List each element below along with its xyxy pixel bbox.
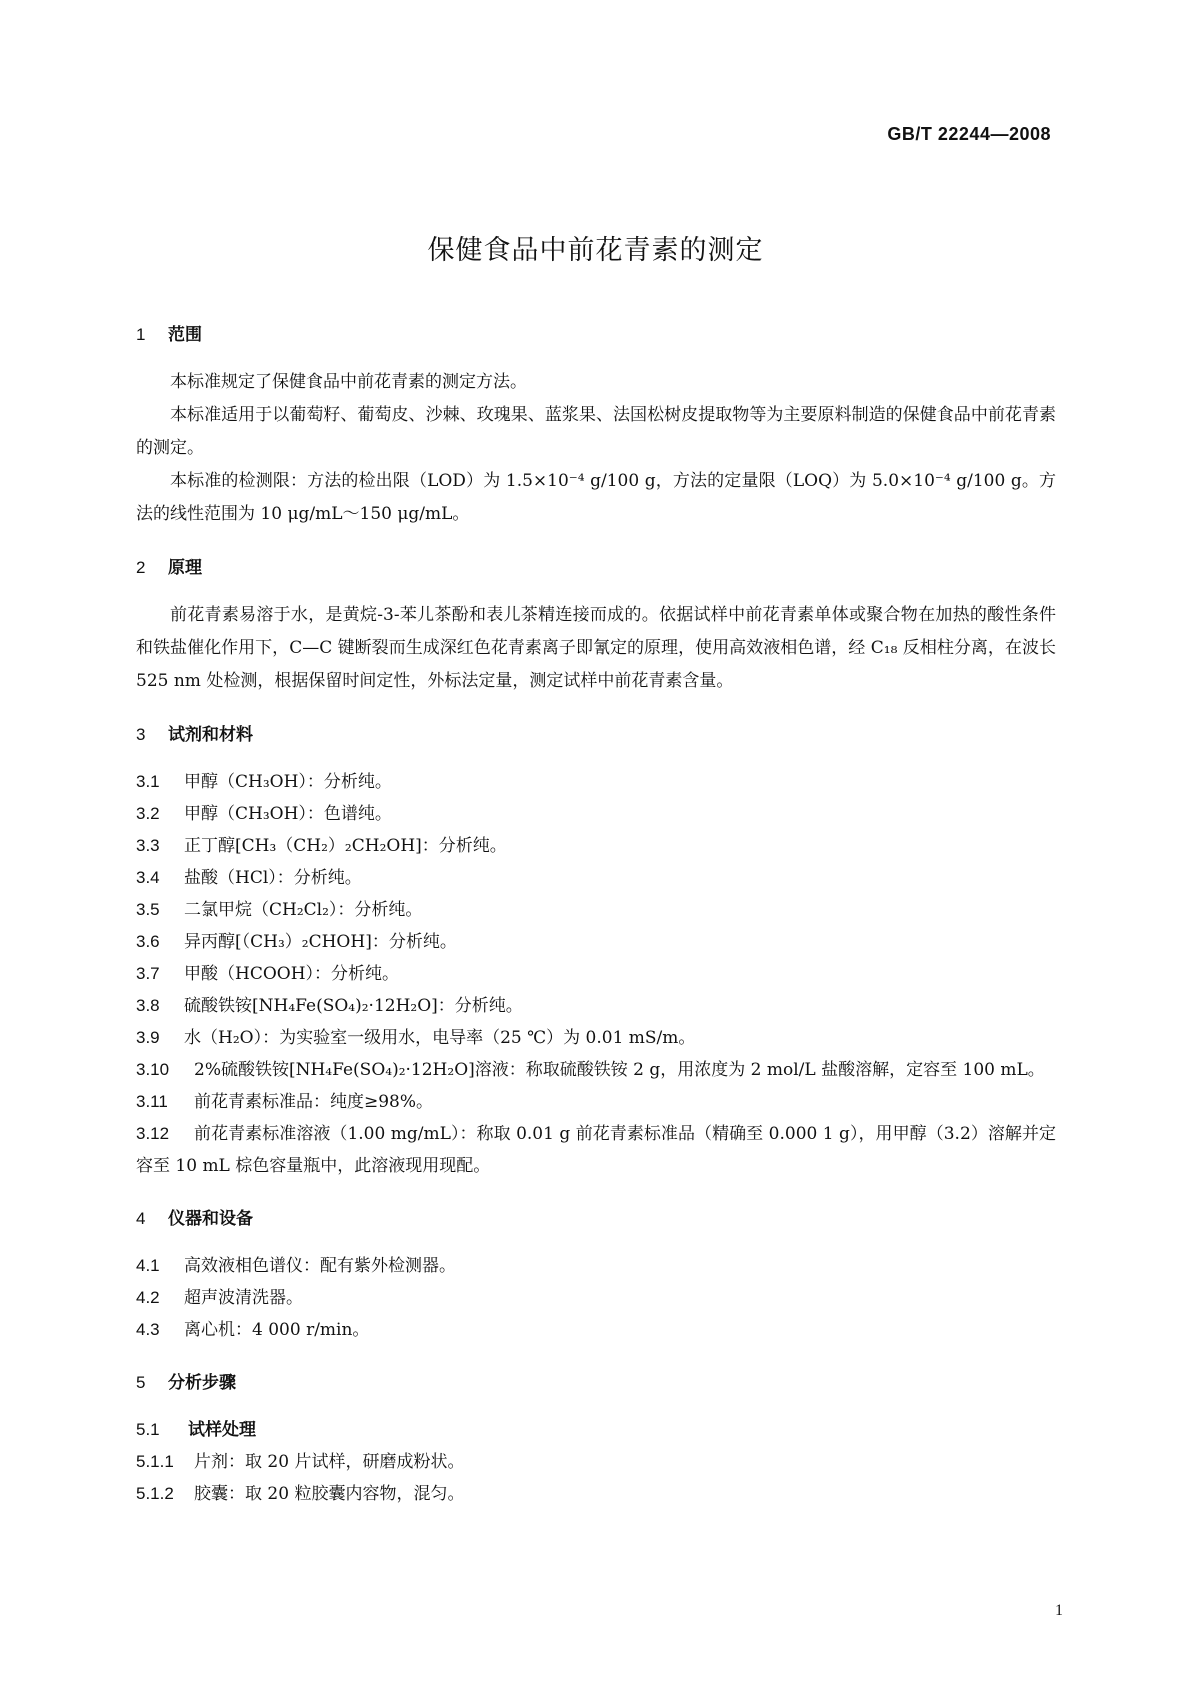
list-item: 3.6 异丙醇[（CH₃）₂CHOH]：分析纯。	[136, 932, 457, 952]
list-item: 3.5 二氯甲烷（CH₂Cl₂）：分析纯。	[136, 900, 423, 920]
list-item: 3.1 甲醇（CH₃OH）：分析纯。	[136, 772, 392, 792]
section-4-heading	[136, 1202, 1056, 1236]
section-number: 3	[136, 725, 146, 744]
section-5-heading	[136, 1366, 1056, 1400]
scope-paragraph-2: 本标准适用于以葡萄籽、葡萄皮、沙棘、玫瑰果、蓝浆果、法国松树皮提取物等为主要原料制造的保健食品中前花青素的测定。	[136, 405, 1056, 458]
section-number: 1	[136, 325, 146, 344]
section-1-heading	[136, 318, 1056, 352]
section-title: 分析步骤	[168, 1373, 236, 1393]
section-number: 2	[136, 558, 146, 577]
section-2-heading	[136, 551, 1056, 585]
subsection-heading: 5.1 试样处理	[136, 1420, 256, 1440]
list-item: 3.8 硫酸铁铵[NH₄Fe(SO₄)₂·12H₂O]：分析纯。	[136, 996, 523, 1016]
list-item: 3.12 前花青素标准溶液（1.00 mg/mL）：称取 0.01 g 前花青素标准品（精确至 0.000 1 g），用甲醇（3.2）溶解并定容至 10 mL 棕色容量瓶中，此溶液现用现配。	[136, 1124, 1056, 1176]
list-item: 4.3 离心机：4 000 r/min。	[136, 1320, 370, 1340]
list-item: 4.2 超声波清洗器。	[136, 1288, 303, 1308]
section-number: 4	[136, 1209, 146, 1228]
list-item: 4.1 高效液相色谱仪：配有紫外检测器。	[136, 1256, 456, 1276]
list-item: 3.10 2%硫酸铁铵[NH₄Fe(SO₄)₂·12H₂O]溶液：称取硫酸铁铵 2 g，用浓度为 2 mol/L 盐酸溶解，定容至 100 mL。	[136, 1060, 1045, 1080]
list-item: 3.7 甲酸（HCOOH）：分析纯。	[136, 964, 400, 984]
scope-paragraph-1: 本标准规定了保健食品中前花青素的测定方法。	[170, 372, 527, 392]
list-item: 3.4 盐酸（HCl）：分析纯。	[136, 868, 362, 888]
scope-paragraph-3: 本标准的检测限：方法的检出限（LOD）为 1.5×10⁻⁴ g/100 g，方法的定量限（LOQ）为 5.0×10⁻⁴ g/100 g。方法的线性范围为 10 μg/mL～150 μg/mL。	[136, 471, 1056, 524]
list-item: 3.2 甲醇（CH₃OH）：色谱纯。	[136, 804, 392, 824]
section-title: 仪器和设备	[168, 1209, 253, 1229]
section-3-heading	[136, 718, 1056, 752]
principle-paragraph: 前花青素易溶于水，是黄烷-3-苯儿茶酚和表儿茶精连接而成的。依据试样中前花青素单体或聚合物在加热的酸性条件和铁盐催化作用下，C—C 键断裂而生成深红色花青素离子即氰定的原理，使用高效液相色谱，经 C₁₈ 反相柱分离，在波长 525 nm 处检测，根据保留时间定性，外标法定量，测定试样中前花青素含量。	[136, 605, 1056, 691]
standard-code: GB/T 22244—2008	[887, 124, 1051, 144]
section-title: 范围	[168, 325, 202, 345]
page-number: 1	[1055, 1602, 1063, 1619]
section-title: 原理	[168, 558, 202, 578]
section-title: 试剂和材料	[168, 725, 253, 745]
section-number: 5	[136, 1373, 146, 1392]
list-item: 5.1.2 胶囊：取 20 粒胶囊内容物，混匀。	[136, 1484, 465, 1504]
list-item: 3.3 正丁醇[CH₃（CH₂）₂CH₂OH]：分析纯。	[136, 836, 507, 856]
list-item: 3.11 前花青素标准品：纯度≥98%。	[136, 1092, 434, 1112]
document-title: 保健食品中前花青素的测定	[427, 235, 764, 266]
list-item: 3.9 水（H₂O）：为实验室一级用水，电导率（25 ℃）为 0.01 mS/m。	[136, 1028, 696, 1048]
document-body	[136, 318, 1056, 1510]
list-item: 5.1.1 片剂：取 20 片试样，研磨成粉状。	[136, 1452, 465, 1472]
